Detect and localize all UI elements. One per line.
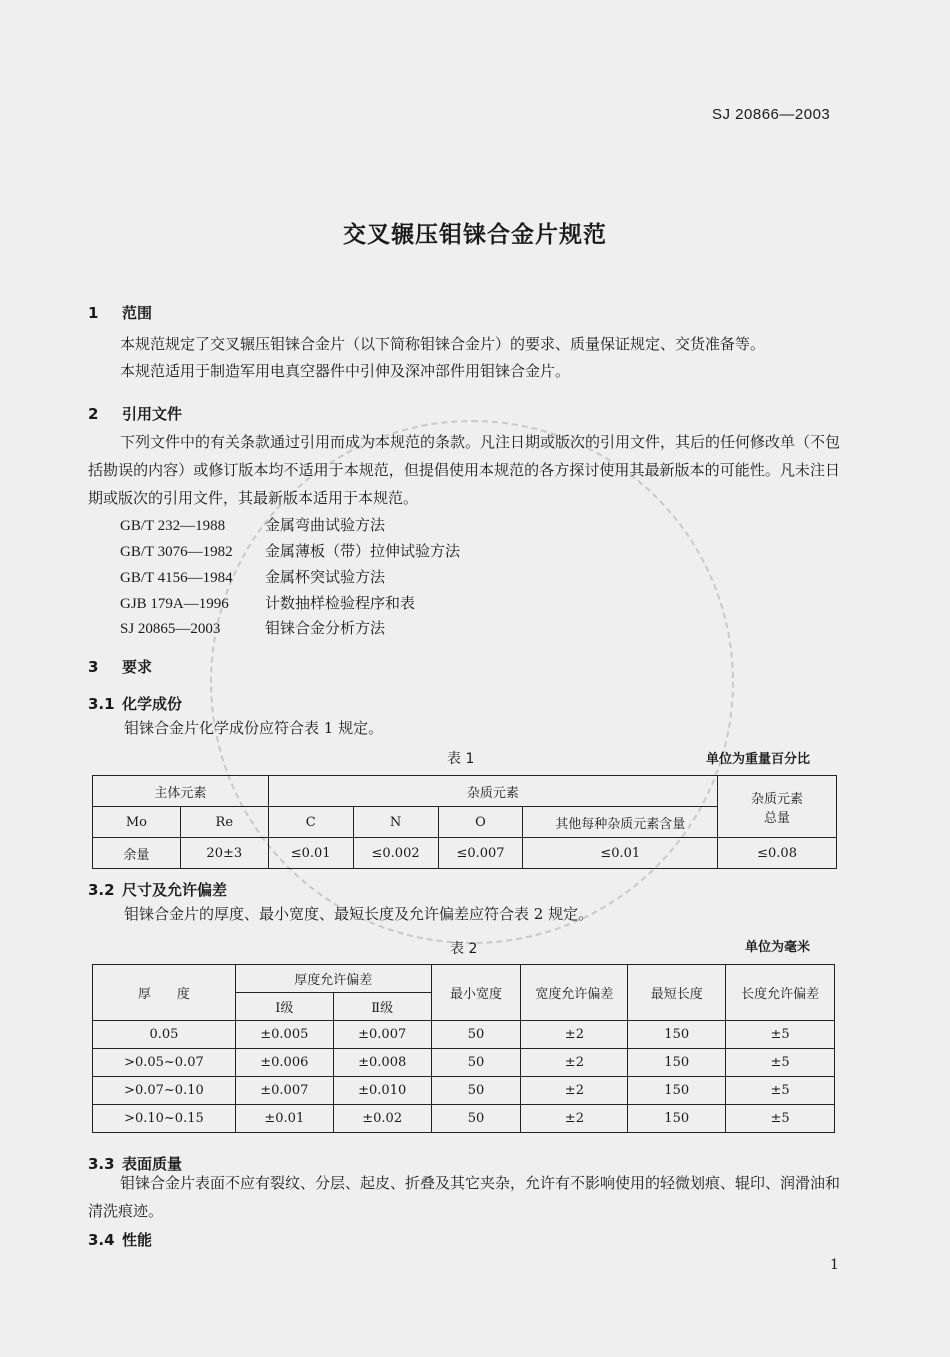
table-cell: ±5 — [726, 1077, 835, 1105]
section-3-3-heading: 3.3 表面质量 — [88, 1155, 183, 1173]
table-header: N — [353, 807, 438, 838]
section-1-heading: 1 范围 — [88, 304, 153, 322]
table-cell: 50 — [431, 1021, 521, 1049]
table-cell: ±0.02 — [333, 1105, 431, 1133]
section-3-heading: 3 要求 — [88, 658, 153, 676]
table-cell: ≤0.01 — [268, 838, 353, 869]
table-header: Re — [180, 807, 268, 838]
table-header: 宽度允许偏差 — [521, 965, 628, 1021]
reference-item: GJB 179A—1996 计数抽样检验程序和表 — [120, 594, 416, 612]
table-cell: ±0.008 — [333, 1049, 431, 1077]
section-3-2-heading: 3.2 尺寸及允许偏差 — [88, 881, 228, 899]
page-number: 1 — [830, 1257, 839, 1273]
table-cell: ±0.007 — [333, 1021, 431, 1049]
table-row — [93, 1049, 835, 1077]
table-row — [93, 1021, 835, 1049]
table-cell: 0.05 — [93, 1021, 236, 1049]
table-cell: ±5 — [726, 1049, 835, 1077]
section-3-4-heading: 3.4 性能 — [88, 1231, 153, 1249]
table-cell: 150 — [628, 1105, 726, 1133]
table-cell: ±5 — [726, 1105, 835, 1133]
table-cell: ±2 — [521, 1049, 628, 1077]
table-cell: 150 — [628, 1021, 726, 1049]
table-header: O — [438, 807, 523, 838]
section-3-2-paragraph: 钼铼合金片的厚度、最小宽度、最短长度及允许偏差应符合表 2 规定。 — [124, 905, 594, 923]
reference-item: GB/T 232—1988 金属弯曲试验方法 — [120, 516, 386, 534]
table-row — [93, 1077, 835, 1105]
table-cell: 150 — [628, 1077, 726, 1105]
table-2-caption: 表 2 — [450, 941, 478, 957]
table-cell: ±0.01 — [235, 1105, 333, 1133]
table-header: 杂质元素 总量 — [718, 776, 837, 838]
section-3-1-heading: 3.1 化学成份 — [88, 695, 183, 713]
dimensions-table — [92, 964, 835, 1133]
table-cell: ±2 — [521, 1105, 628, 1133]
table-header: 长度允许偏差 — [726, 965, 835, 1021]
table-header: C — [268, 807, 353, 838]
table-cell: ±0.005 — [235, 1021, 333, 1049]
table-cell: >0.05~0.07 — [93, 1049, 236, 1077]
table-header: Ⅰ级 — [235, 993, 333, 1021]
table-cell: ≤0.01 — [523, 838, 718, 869]
table-cell: 50 — [431, 1077, 521, 1105]
table-cell: ±2 — [521, 1021, 628, 1049]
table-header: Mo — [93, 807, 181, 838]
table-row — [93, 1105, 835, 1133]
table-header: 厚度允许偏差 — [235, 965, 431, 993]
table-cell: ≤0.007 — [438, 838, 523, 869]
table-cell: >0.07~0.10 — [93, 1077, 236, 1105]
table-row — [93, 838, 837, 869]
table-cell: 50 — [431, 1049, 521, 1077]
table-cell: 50 — [431, 1105, 521, 1133]
table-cell: ±2 — [521, 1077, 628, 1105]
section-3-1-paragraph: 钼铼合金片化学成份应符合表 1 规定。 — [124, 719, 384, 737]
section-1-paragraph-2: 本规范适用于制造军用电真空器件中引伸及深冲部件用钼铼合金片。 — [120, 362, 571, 380]
table-cell: >0.10~0.15 — [93, 1105, 236, 1133]
section-2-heading: 2 引用文件 — [88, 405, 183, 423]
reference-item: GB/T 4156—1984 金属杯突试验方法 — [120, 568, 386, 586]
table-1-unit: 单位为重量百分比 — [706, 752, 811, 767]
table-cell: ±0.006 — [235, 1049, 333, 1077]
table-cell: ±0.007 — [235, 1077, 333, 1105]
table-cell: 余量 — [93, 838, 181, 869]
table-header: Ⅱ级 — [333, 993, 431, 1021]
section-1-paragraph-1: 本规范规定了交叉辗压钼铼合金片（以下简称钼铼合金片）的要求、质量保证规定、交货准备等。 — [120, 335, 766, 353]
table-header: 厚 度 — [93, 965, 236, 1021]
table-cell: ≤0.002 — [353, 838, 438, 869]
table-cell: ±5 — [726, 1021, 835, 1049]
table-cell: 150 — [628, 1049, 726, 1077]
section-2-paragraph: 下列文件中的有关条款通过引用而成为本规范的条款。凡注日期或版次的引用文件，其后的任何修改单（不包括勘误的内容）或修订版本均不适用于本规范，但提倡使用本规范的各方探讨使用其最新版本的可能性。凡未注日期或版次的引用文件，其最新版本适用于本规范。 — [88, 433, 841, 507]
reference-item: SJ 20865—2003 钼铼合金分析方法 — [120, 619, 386, 637]
table-1-caption: 表 1 — [447, 751, 475, 767]
reference-item: GB/T 3076—1982 金属薄板（带）拉伸试验方法 — [120, 542, 461, 560]
table-header: 最短长度 — [628, 965, 726, 1021]
page-title: 交叉辗压钼铼合金片规范 — [343, 222, 607, 248]
chemical-composition-table — [92, 775, 837, 869]
table-cell: ≤0.08 — [718, 838, 837, 869]
table-header: 杂质元素 — [268, 776, 717, 807]
table-2-unit: 单位为毫米 — [745, 940, 811, 955]
table-header: 最小宽度 — [431, 965, 521, 1021]
section-3-3-paragraph: 钼铼合金片表面不应有裂纹、分层、起皮、折叠及其它夹杂，允许有不影响使用的轻微划痕、辊印、润滑油和清洗痕迹。 — [88, 1174, 841, 1220]
table-cell: ±0.010 — [333, 1077, 431, 1105]
table-cell: 20±3 — [180, 838, 268, 869]
table-header: 其他每种杂质元素含量 — [523, 807, 718, 838]
table-header: 主体元素 — [93, 776, 269, 807]
document-number: SJ 20866—2003 — [712, 106, 831, 123]
